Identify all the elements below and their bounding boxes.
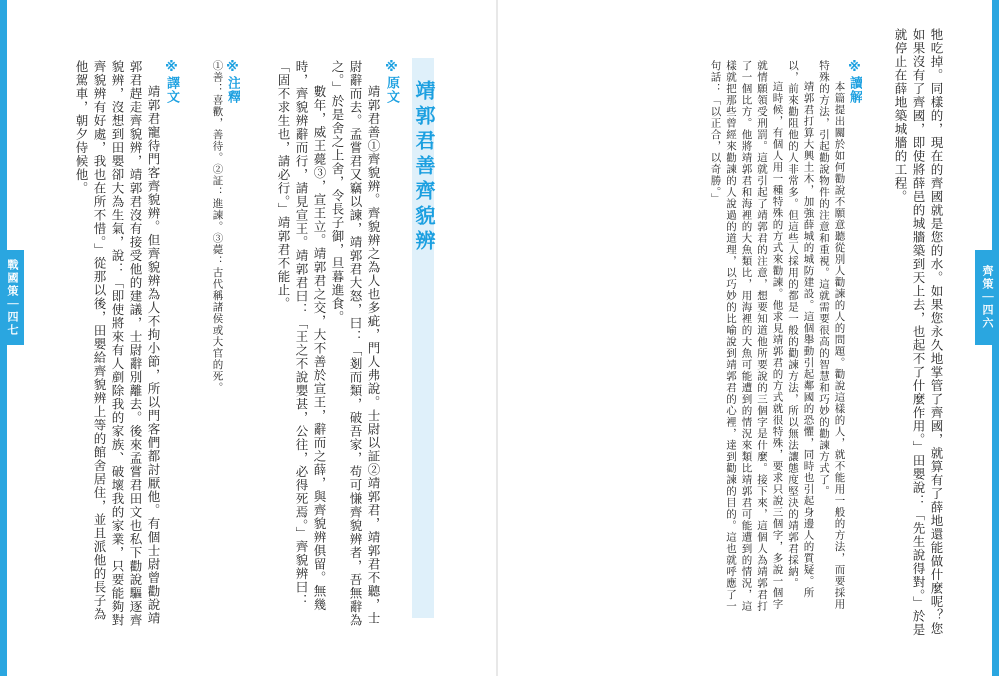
original-paragraph: 數年，威王薨③，宣王立。靖郭君之交，大不善於宣王，辭而之薛，與齊貌辨俱留。無幾時，齊貌辨辭而行，請見宣王。靖郭君曰：「王之不說嬰甚，公往，必得死焉。」齊貌辨曰：「固不求生也，請必行。」靖郭君不能止。 (276, 60, 327, 612)
commentary-heading: ※讀解 (847, 60, 862, 104)
chapter-title: 靖郭君善齊貌辨 (412, 80, 436, 255)
notes-block (190, 60, 240, 630)
right-top-text (875, 28, 945, 648)
commentary-block (622, 60, 862, 620)
right-top-paragraph: 牠吃掉。同樣的，現在的齊國就是您的水。如果您永久地掌管了齊國，就算有了薛地還能做什麼呢？您如果沒有了齊國，即使將薛邑的城牆築到天上去，也起不了什麼作用。」田嬰說：「先生說得對。」於是就停止在薛地築城牆的工程。 (893, 28, 944, 637)
commentary-paragraph: 這時候，有個人用一種特殊的方式來勸諫。他求見靖郭君的方式就很特殊，要求只說三個字，多說一個字就情願領受刑罰。這就引起了靖郭君的注意，想要知道他所要說的三個字是什麼。接下來，這個人為靖郭君打了一個比方。他將靖郭君和海裡的大魚類比，用海裡的大魚可能遭到的情況來類比靖郭君可能遭到的情況，這樣就把那些曾經來勸諫的人說過的道理，以巧妙的比喻說到靖郭君的心裡，達到勸諫的目的。這也就呼應了一句話：「以正合，以奇勝。」 (709, 60, 784, 612)
commentary-paragraph: 靖郭君打算大興土木，加強薛城的城防建設。這個舉動引起鄰國的恐懼，同時也引起身邊人的質疑。所以，前來勸阻他的人非常多。但這些人採用的都是一般的勸諫方法，所以無法讓態度堅決的靖郭君採納。 (787, 60, 815, 599)
notes-heading: ※注釋 (225, 60, 240, 104)
translation-block (50, 60, 180, 630)
notes-text: ①善：喜歡，善待。②証：進諫。③薨：古代稱諸侯或大官的死。 (211, 60, 224, 394)
original-heading: ※原文 (384, 60, 399, 104)
original-paragraph: 靖郭君善①齊貌辨。齊貌辨之為人也多疵，門人弗說。士尉以証②靖郭君，靖郭君不聽，士尉辭而去。孟嘗君又竊以諫，靖郭君大怒，曰：「剗而類，破吾家，苟可慊齊貌辨者，吾無辭為之。」於是舍之上舍，令長子御，旦暮進食。 (330, 60, 381, 627)
page-gutter (496, 0, 498, 676)
translation-heading: ※譯文 (164, 60, 179, 104)
translation-paragraph: 靖郭君寵待門客齊貌辨。但齊貌辨為人不拘小節，所以門客們都討厭他。有個士尉曾勸說靖郭君趕走齊貌辨，靖郭君沒有接受他的建議，士尉辭別離去。後來孟嘗君田文也私下勸說驅逐齊貌辨，沒想到田嬰卻大為生氣，說：「即使將來有人剷除我的家族、破壞我的家業，只要能夠對齊貌辨有好處，我也在所不惜。」從那以後，田嬰給齊貌辨上等的館舍居住，並且派他的長子為他駕車，朝夕侍候他。 (74, 60, 161, 627)
original-text-block (255, 60, 400, 630)
left-page-tab: 戰國策｜四七 (0, 250, 24, 345)
right-page-tab: 齊策｜四六 (975, 250, 999, 345)
commentary-paragraph: 本篇提出關於如何勸說不願意聽從別人勸諫的人的問題。勸說這樣的人，就不能用一般的方法，而要採用特殊的方法，引起勸說物件的注意和重視。這就需要很高的智慧和巧妙的勸諫方式了。 (818, 60, 846, 610)
